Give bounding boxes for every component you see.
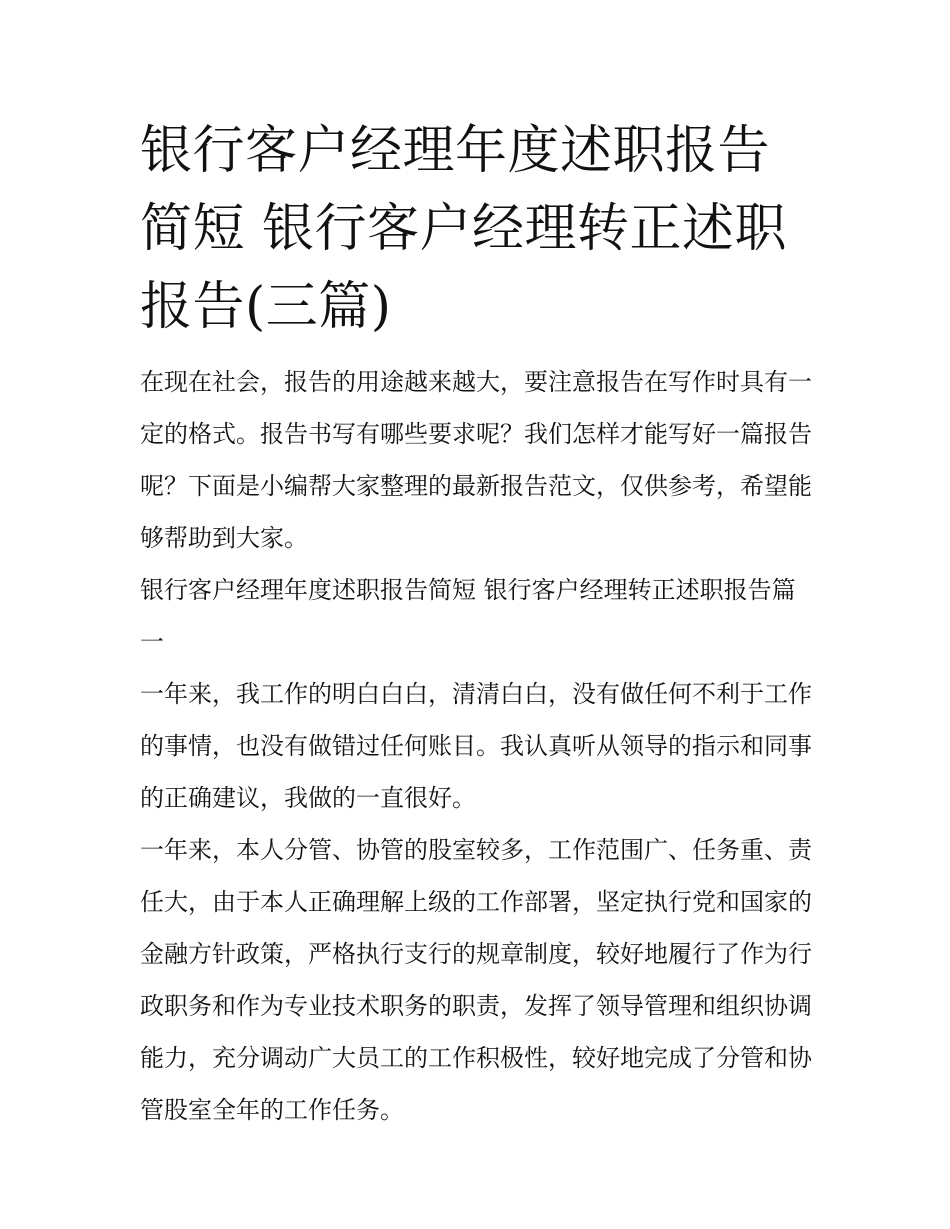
- document-page: [140, 112, 815, 1136]
- body-paragraph-2: 一年来，本人分管、协管的股室较多，工作范围广、任务重、责任大，由于本人正确理解上级的工作部署，坚定执行党和国家的金融方针政策，严格执行支行的规章制度，较好地履行了作为行政职务和作为专业技术职务的职责，发挥了领导管理和组织协调能力，充分调动广大员工的工作积极性，较好地完成了分管和协管股室全年的工作任务。: [140, 836, 812, 1124]
- document-title: 银行客户经理年度述职报告简短 银行客户经理转正述职报告(三篇): [140, 121, 788, 337]
- section-heading: 银行客户经理年度述职报告简短 银行客户经理转正述职报告篇一: [140, 576, 796, 656]
- body-paragraph-1: 一年来，我工作的明白白白，清清白白，没有做任何不利于工作的事情，也没有做错过任何账目。我认真听从领导的指示和同事的正确建议，我做的一直很好。: [140, 680, 812, 812]
- intro-paragraph: 在现在社会，报告的用途越来越大，要注意报告在写作时具有一定的格式。报告书写有哪些要求呢？我们怎样才能写好一篇报告呢？下面是小编帮大家整理的最新报告范文，仅供参考，希望能够帮助到大家。: [140, 368, 812, 552]
